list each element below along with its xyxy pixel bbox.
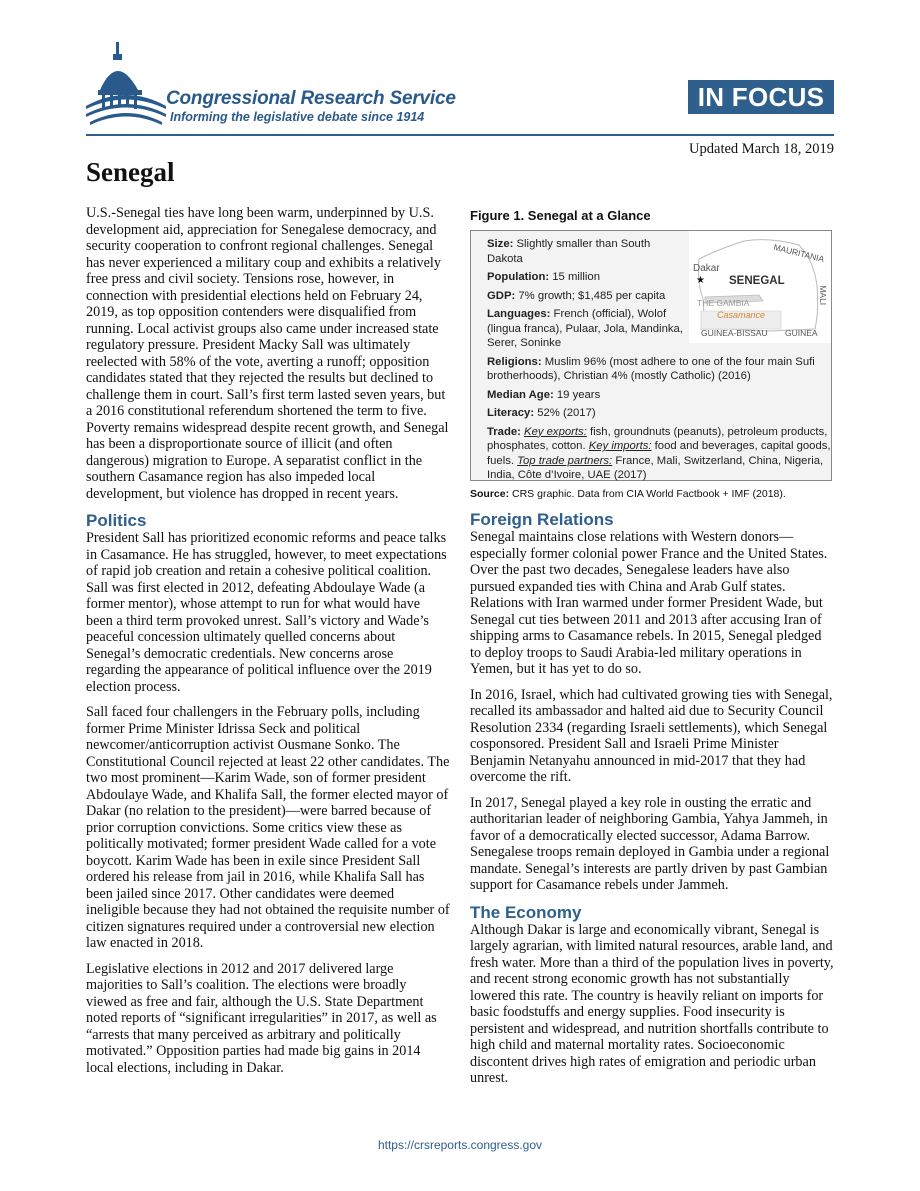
header-divider <box>86 134 834 136</box>
fact-gdp: GDP: 7% growth; $1,485 per capita <box>487 289 666 302</box>
politics-heading: Politics <box>86 511 147 530</box>
foreign-relations-heading: Foreign Relations <box>470 510 614 529</box>
intro-paragraph: U.S.-Senegal ties have long been warm, underpinned by U.S. development aid, appreciation for Senegalese democracy, and security cooperation to confront regional challenges. Senegal has never experienced a military coup and exhibits a relatively free press and civil society. Tensions rose, however, in connection with presidential elections held on February 24, 2019, as top opposition contenders were disqualified from running. Local activist groups also came under increased state regulatory pressure. President Macky Sall was ultimately reelected with 58% of the vote, averting a runoff; opposition candidates stated that they rejected the results but declined to challenge them in court. Sall’s first term lasted seven years, but a 2016 constitutional referendum shortened the term to five. Poverty remains widespread despite recent growth, and Senegal has been a disproportionate source of illicit (and often dangerous) migration to Europe. A separatist conflict in the southern Casamance region has also impeded local development, but violence has dropped in recent years. <box>86 205 449 502</box>
map-label-guinea-bissau: GUINEA-BISSAU <box>701 328 768 338</box>
figure-title: Figure 1. Senegal at a Glance <box>470 208 651 223</box>
right-column <box>470 208 834 1096</box>
foreign-paragraph-3: In 2017, Senegal played a key role in ousting the erratic and authoritarian leader of neighboring Gambia, Yahya Jammeh, in favor of a democratically elected successor, Adama Barrow. Senegalese troops remain deployed in Gambia under a regional mandate. Senegal’s interests are partly driven by past Gambian support for Casamance rebels under Jammeh. <box>470 794 830 893</box>
fact-languages: Languages: French (official), Wolof (lingua franca), Pulaar, Jola, Mandinka, Serer, Soninke <box>487 308 683 349</box>
map-label-casamance: Casamance <box>717 310 766 320</box>
fact-trade: Trade: Key exports: fish, groundnuts (peanuts), petroleum products, phosphates, cotton. Key imports: food and beverages, capital goods, fuels. Top trade partners: France, Mali, Switzerland, China, Nigeria, India, Côte d’Ivoire, UAE (2017) <box>487 425 831 481</box>
foreign-paragraph-2: In 2016, Israel, which had cultivated growing ties with Senegal, recalled its ambassador and halted aid due to Security Council Resolution 2334 (regarding Israeli settlements), which Senegal cosponsored. President Sall and Israeli Prime Minister Benjamin Netanyahu announced in mid-2017 that they had overcome the rift. <box>470 686 833 785</box>
in-focus-badge: IN FOCUS <box>688 80 834 114</box>
map-label-senegal: SENEGAL <box>729 275 785 287</box>
economy-paragraph-1: Although Dakar is large and economically vibrant, Senegal is largely agrarian, with limited natural resources, arable land, and fresh water. More than a third of the population lives in poverty, and recent strong economic growth has not substantially lowered this rate. The country is heavily reliant on imports for basic foodstuffs and energy supplies. Food insecurity is persistent and widespread, and nutrition shortfalls contribute to high child and maternal mortality rates. Socioeconomic discontent drives high rates of emigration and periodic urban unrest. <box>470 921 834 1086</box>
politics-paragraph-2: Sall faced four challengers in the February polls, including former Prime Minister Idrissa Seck and political newcomer/anticorruption activist Ousmane Sonko. The Constitutional Council rejected at least 22 other candidates. The two most prominent—Karim Wade, son of former president Abdoulaye Wade, and Khalifa Sall, the former elected mayor of Dakar (no relation to the president)—were barred because of prior corruption convictions. Some critics view these as politically motivated; former president Wade called for a vote boycott. Karim Wade has been in exile since President Sall ordered his release from jail in 2016, while Khalifa Sall has been jailed since 2017. Other candidates were deemed ineligible because they had not obtained the requisite number of citizen signatures required under a controversial new election law enacted in 2018. <box>86 704 450 951</box>
crs-logo <box>86 42 486 132</box>
map-label-mali: MALI <box>818 285 829 306</box>
figure-box <box>470 230 832 481</box>
capitol-dome-icon <box>86 42 166 132</box>
org-name: Congressional Research Service <box>166 88 456 109</box>
figure-source: Source: CRS graphic. Data from CIA World Factbook + IMF (2018). <box>470 488 786 500</box>
capital-star-icon: ★ <box>696 275 705 286</box>
fact-literacy: Literacy: 52% (2017) <box>487 407 596 419</box>
fact-religions: Religions: Muslim 96% (most adhere to one of the four main Sufi brotherhoods), Christian 4% (mostly Catholic) (2016) <box>487 355 815 382</box>
footer-url-link[interactable]: https://crsreports.congress.gov <box>377 1138 543 1152</box>
map-label-guinea: GUINEA <box>785 328 818 338</box>
fact-size: Size: Slightly smaller than South Dakota <box>487 238 651 265</box>
fact-population: Population: 15 million <box>487 271 600 283</box>
org-tagline: Informing the legislative debate since 1914 <box>170 110 425 124</box>
politics-paragraph-3: Legislative elections in 2012 and 2017 delivered large majorities to Sall’s coalition. The elections were broadly viewed as free and fair, although the U.S. State Department noted reports of “significant irregularities” in 2017, as well as “arrests that many perceived as arbitrary and politically motivated.” Opposition parties had made big gains in 2014 local elections, including in Dakar. <box>86 960 437 1076</box>
page-title: Senegal <box>86 157 175 187</box>
left-column <box>86 205 450 1085</box>
foreign-paragraph-1: Senegal maintains close relations with Western donors—especially former colonial power France and the United States. Over the past two decades, Senegalese leaders have also pursued expanded ties with China and Arab Gulf states. Relations with Iran warmed under former President Wade, but Senegal cut ties between 2011 and 2013 after accusing Iran of shipping arms to Casamance rebels. In 2015, Senegal pledged to deploy troops to Saudi Arabia-led military operations in Yemen, but it has yet to do so. <box>470 529 828 677</box>
fact-list <box>487 237 832 487</box>
map-label-gambia: THE GAMBIA <box>697 298 750 308</box>
politics-paragraph-1: President Sall has prioritized economic reforms and peace talks in Casamance. He has struggled, however, to meet expectations of rapid job creation and retain a cohesive political coalition. Sall was first elected in 2012, defeating Abdoulaye Wade (a former mentor), whose attempt to run for what would have been a third term provoked unrest. Sall’s victory and Wade’s peaceful concession ultimately quelled concerns about Senegal’s democratic credentials. New concerns arose regarding the appearance of political influence over the 2019 election process. <box>86 530 447 695</box>
map-label-dakar: Dakar <box>693 263 720 274</box>
updated-date: Updated March 18, 2019 <box>689 141 834 157</box>
map-label-mauritania: MAURITANIA <box>772 241 826 265</box>
fact-median-age: Median Age: 19 years <box>487 388 601 401</box>
economy-heading: The Economy <box>470 902 582 922</box>
